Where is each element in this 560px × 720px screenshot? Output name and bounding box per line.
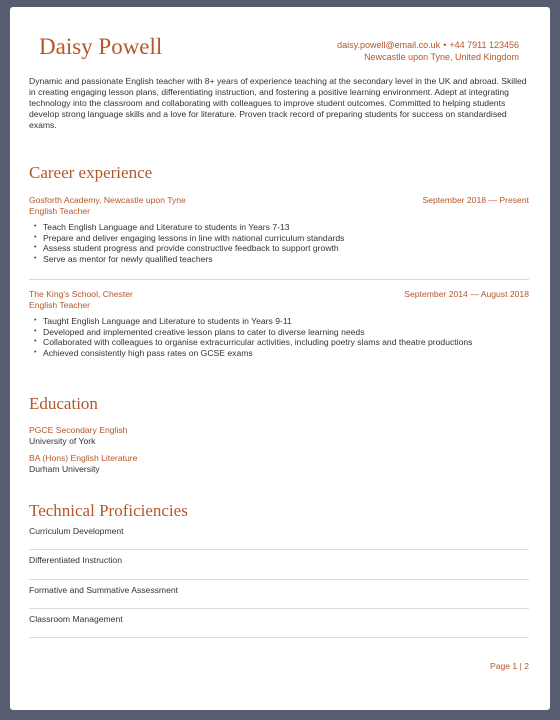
job-bullet: • Developed and implemented creative lesson plans to cater to diverse learning needs — [43, 327, 529, 338]
job-bullets — [29, 316, 529, 358]
skills-list — [29, 521, 529, 638]
skill-item: Formative and Summative Assessment — [29, 580, 529, 609]
job-entry — [29, 289, 529, 358]
education-item — [29, 425, 127, 447]
job-bullet: • Taught English Language and Literature to students in Years 9-11 — [43, 316, 529, 327]
job-employer: The King's School, Chester — [29, 289, 133, 299]
job-bullet: • Teach English Language and Literature to students in Years 7-13 — [43, 222, 529, 233]
section-title-skills: Technical Proficiencies — [29, 501, 188, 520]
education-item — [29, 453, 137, 475]
profile-summary: Dynamic and passionate English teacher with 8+ years of experience teaching at the secondary level in the UK and abroad. Skilled in creating engaging lesson plans, differentiating instruction, and fostering a positive learning environment. Adept at integrating technology into the classroom and collaborating with colleagues to improve student outcomes. Committed to helping students develop strong language skills and a love for literature. Proven track record of preparing students for success on standardised exams. — [29, 76, 527, 130]
job-bullet: • Assess student progress and provide constructive feedback to support growth — [43, 243, 529, 254]
job-role: English Teacher — [29, 300, 90, 310]
job-bullet: • Serve as mentor for newly qualified teachers — [43, 254, 529, 265]
job-role: English Teacher — [29, 206, 90, 216]
contact-info — [337, 39, 519, 63]
skill-item: Curriculum Development — [29, 521, 529, 550]
job-bullet: • Collaborated with colleagues to organise extracurricular activities, including poetry slams and theatre productions — [43, 337, 529, 348]
section-title-education: Education — [29, 394, 98, 413]
education-school: Durham University — [29, 464, 100, 474]
candidate-name: Daisy Powell — [39, 34, 163, 59]
resume-header — [39, 7, 519, 62]
skill-item: Differentiated Instruction — [29, 550, 529, 579]
email-link[interactable]: daisy.powell@email.co.uk — [337, 40, 441, 50]
job-employer: Gosforth Academy, Newcastle upon Tyne — [29, 195, 186, 205]
contact-separator: • — [443, 40, 447, 50]
phone-number: +44 7911 123456 — [449, 40, 519, 50]
job-bullet: • Prepare and deliver engaging lessons in line with national curriculum standards — [43, 233, 529, 244]
job-bullet: • Achieved consistently high pass rates on GCSE exams — [43, 348, 529, 359]
job-dates: September 2018 — Present — [422, 195, 529, 205]
education-degree: BA (Hons) English Literature — [29, 453, 138, 463]
education-school: University of York — [29, 436, 96, 446]
education-degree: PGCE Secondary English — [29, 425, 128, 435]
section-title-career: Career experience — [29, 163, 153, 182]
job-bullets — [29, 222, 529, 264]
job-entry — [29, 195, 529, 264]
location: Newcastle upon Tyne, United Kingdom — [364, 52, 519, 62]
skill-item: Classroom Management — [29, 609, 529, 638]
job-divider — [29, 279, 529, 280]
page-number: Page 1 | 2 — [489, 661, 529, 671]
job-dates: September 2014 — August 2018 — [404, 289, 529, 299]
